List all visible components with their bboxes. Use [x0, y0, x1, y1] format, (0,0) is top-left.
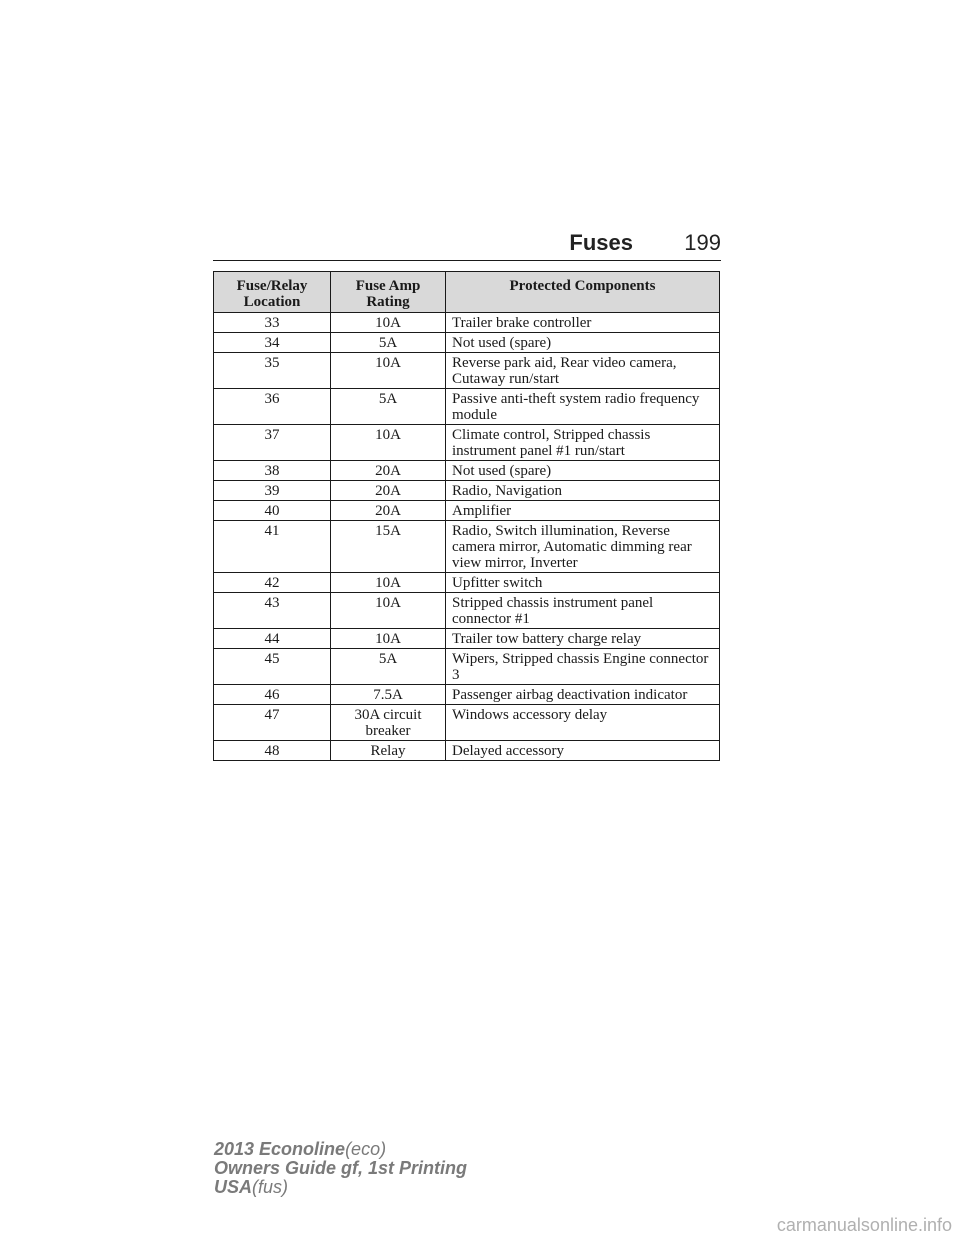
protected-components-cell: Radio, Switch illumination, Reverse camera mirror, Automatic dimming rear view mirror, Inverter [446, 521, 720, 573]
footer-market-code: (fus) [252, 1177, 289, 1197]
fuse-location-cell: 45 [214, 649, 331, 685]
column-header-protected-components: Protected Components [446, 272, 720, 313]
fuse-amp-cell: 15A [331, 521, 446, 573]
fuse-location-cell: 36 [214, 389, 331, 425]
fuse-location-cell: 34 [214, 333, 331, 353]
table-row [214, 501, 720, 521]
column-header-amp-rating [331, 272, 446, 313]
fuse-amp-cell: 30A circuit breaker [331, 705, 446, 741]
footer-line-3 [214, 1178, 467, 1197]
fuse-amp-cell: 10A [331, 629, 446, 649]
column-header-location [214, 272, 331, 313]
footer-line-1 [214, 1140, 467, 1159]
fuse-amp-cell: Relay [331, 741, 446, 761]
table-row [214, 593, 720, 629]
page-number: 199 [684, 230, 721, 255]
table-row [214, 705, 720, 741]
table-row [214, 389, 720, 425]
section-title: Fuses [569, 230, 633, 255]
fuse-location-cell: 43 [214, 593, 331, 629]
protected-components-cell: Radio, Navigation [446, 481, 720, 501]
footer-line-2: Owners Guide gf, 1st Printing [214, 1158, 468, 1178]
footer [214, 1140, 467, 1197]
table-row [214, 649, 720, 685]
table-header-row [214, 272, 720, 313]
column-header-location-line1: Fuse/Relay [236, 278, 308, 294]
fuse-amp-cell: 10A [331, 425, 446, 461]
fuse-amp-cell: 5A [331, 389, 446, 425]
protected-components-cell: Passive anti-theft system radio frequency module [446, 389, 720, 425]
fuse-location-cell: 42 [214, 573, 331, 593]
protected-components-cell: Trailer tow battery charge relay [446, 629, 720, 649]
fuse-location-cell: 44 [214, 629, 331, 649]
footer-model: 2013 Econoline [214, 1139, 346, 1159]
protected-components-cell: Not used (spare) [446, 461, 720, 481]
table-row [214, 521, 720, 573]
page-header [213, 226, 721, 261]
fuse-amp-cell: 10A [331, 313, 446, 333]
fuse-location-cell: 38 [214, 461, 331, 481]
table-row [214, 461, 720, 481]
fuse-amp-cell: 10A [331, 593, 446, 629]
footer-model-code: (eco) [345, 1139, 387, 1159]
protected-components-cell: Wipers, Stripped chassis Engine connector 3 [446, 649, 720, 685]
table-header [214, 272, 720, 313]
protected-components-cell: Amplifier [446, 501, 720, 521]
table-body [214, 313, 720, 761]
footer-market: USA [214, 1177, 253, 1197]
protected-components-cell: Stripped chassis instrument panel connector #1 [446, 593, 720, 629]
fuse-amp-cell: 5A [331, 333, 446, 353]
fuse-amp-cell: 20A [331, 461, 446, 481]
fuse-location-cell: 35 [214, 353, 331, 389]
fuse-location-cell: 47 [214, 705, 331, 741]
table-row [214, 333, 720, 353]
table-row [214, 353, 720, 389]
fuse-location-cell: 40 [214, 501, 331, 521]
table-row [214, 629, 720, 649]
table-row [214, 741, 720, 761]
column-header-amp-line2: Rating [366, 294, 410, 310]
protected-components-cell: Upfitter switch [446, 573, 720, 593]
fuse-location-cell: 41 [214, 521, 331, 573]
protected-components-cell: Delayed accessory [446, 741, 720, 761]
table-row [214, 685, 720, 705]
fuse-amp-cell: 20A [331, 481, 446, 501]
protected-components-cell: Passenger airbag deactivation indicator [446, 685, 720, 705]
protected-components-cell: Climate control, Stripped chassis instrument panel #1 run/start [446, 425, 720, 461]
fuse-amp-cell: 5A [331, 649, 446, 685]
fuse-amp-cell: 10A [331, 353, 446, 389]
fuse-table [213, 271, 720, 761]
protected-components-cell: Windows accessory delay [446, 705, 720, 741]
fuse-amp-cell: 20A [331, 501, 446, 521]
column-header-amp-line1: Fuse Amp [355, 278, 421, 294]
column-header-location-line2: Location [243, 294, 301, 310]
protected-components-cell: Reverse park aid, Rear video camera, Cutaway run/start [446, 353, 720, 389]
fuse-amp-cell: 7.5A [331, 685, 446, 705]
protected-components-cell: Not used (spare) [446, 333, 720, 353]
protected-components-cell: Trailer brake controller [446, 313, 720, 333]
fuse-location-cell: 39 [214, 481, 331, 501]
table-row [214, 573, 720, 593]
fuse-location-cell: 46 [214, 685, 331, 705]
fuse-location-cell: 33 [214, 313, 331, 333]
fuse-location-cell: 37 [214, 425, 331, 461]
fuse-location-cell: 48 [214, 741, 331, 761]
watermark: carmanualsonline.info [776, 1215, 952, 1235]
table-row [214, 425, 720, 461]
table-row [214, 313, 720, 333]
table-row [214, 481, 720, 501]
fuse-amp-cell: 10A [331, 573, 446, 593]
